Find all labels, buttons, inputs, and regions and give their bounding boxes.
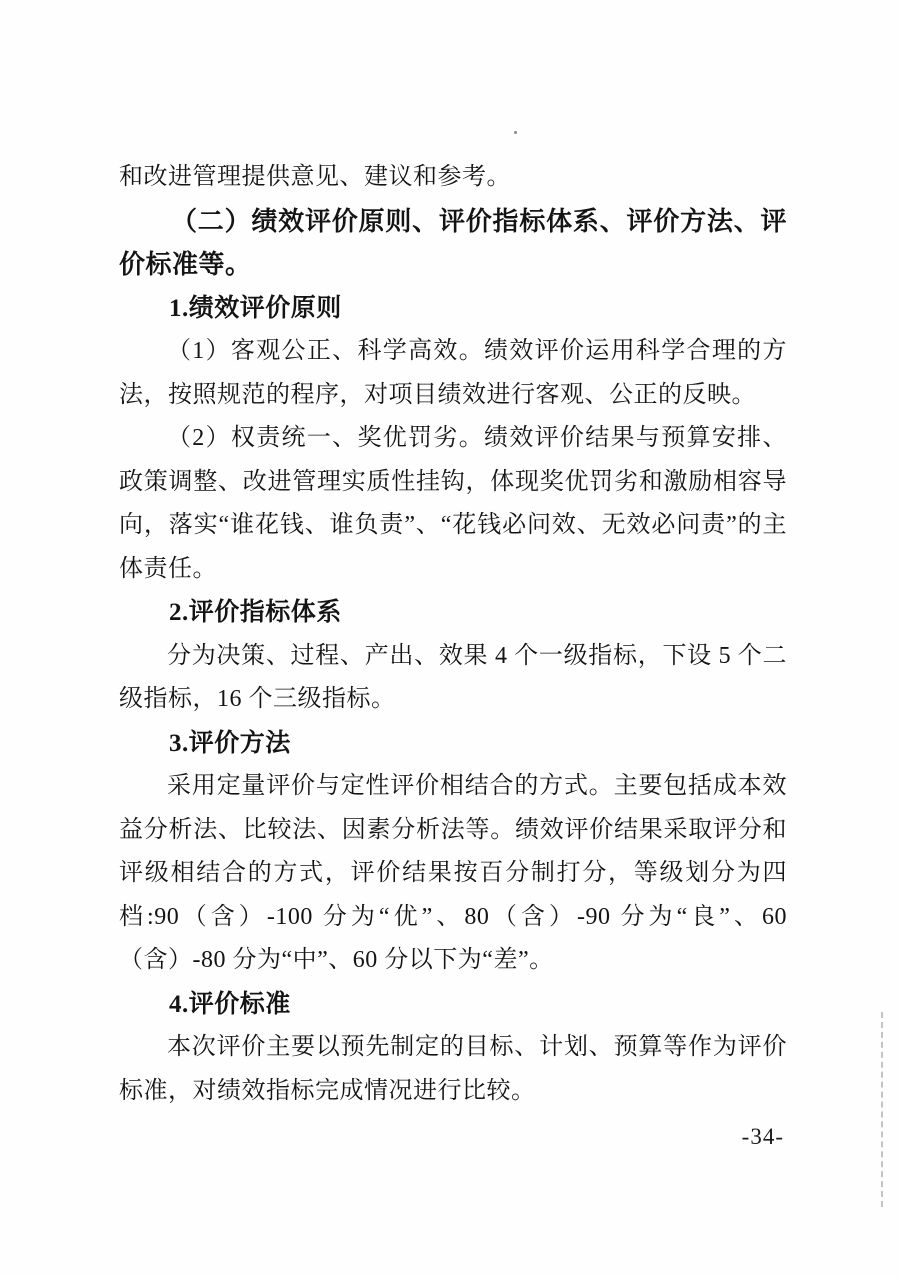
heading-2-indicator-system: 2.评价指标体系 <box>169 599 342 626</box>
paragraph-method: 采用定量评价与定性评价相结合的方式。主要包括成本效益分析法、比较法、因素分析法等。绩效评价结果采取评分和评级相结合的方式，评价结果按百分制打分，等级划分为四档:90（含）-100 分为“优”、80（含）-90 分为“良”、60（含）-80 分为“中”、60 分以下为“差”。 <box>119 773 787 973</box>
scan-speck <box>514 131 517 134</box>
section-heading-2: （二）绩效评价原则、评价指标体系、评价方法、评价标准等。 <box>119 206 787 279</box>
heading-3-method: 3.评价方法 <box>169 729 291 757</box>
heading-1-principles: 1.绩效评价原则 <box>169 294 342 322</box>
paragraph-standard: 本次评价主要以预先制定的目标、计划、预算等作为评价标准，对绩效指标完成情况进行比较。 <box>119 1034 787 1104</box>
scan-artifact-line <box>881 1012 883 1207</box>
page-number: -34- <box>741 1124 784 1149</box>
paragraph-continuation: 和改进管理提供意见、建议和参考。 <box>119 164 511 190</box>
paragraph-principle-2: （2）权责统一、奖优罚劣。绩效评价结果与预算安排、政策调整、改进管理实质性挂钩，体现奖优罚劣和激励相容导向，落实“谁花钱、谁负责”、“花钱必问效、无效必问责”的主体责任。 <box>119 425 787 582</box>
paragraph-indicator-system: 分为决策、过程、产出、效果 4 个一级指标，下设 5 个二级指标，16 个三级指标。 <box>119 642 787 712</box>
paragraph-principle-1: （1）客观公正、科学高效。绩效评价运用科学合理的方法，按照规范的程序，对项目绩效进行客观、公正的反映。 <box>119 338 787 408</box>
heading-4-standard: 4.评价标准 <box>169 990 291 1018</box>
text-block <box>119 156 787 1113</box>
